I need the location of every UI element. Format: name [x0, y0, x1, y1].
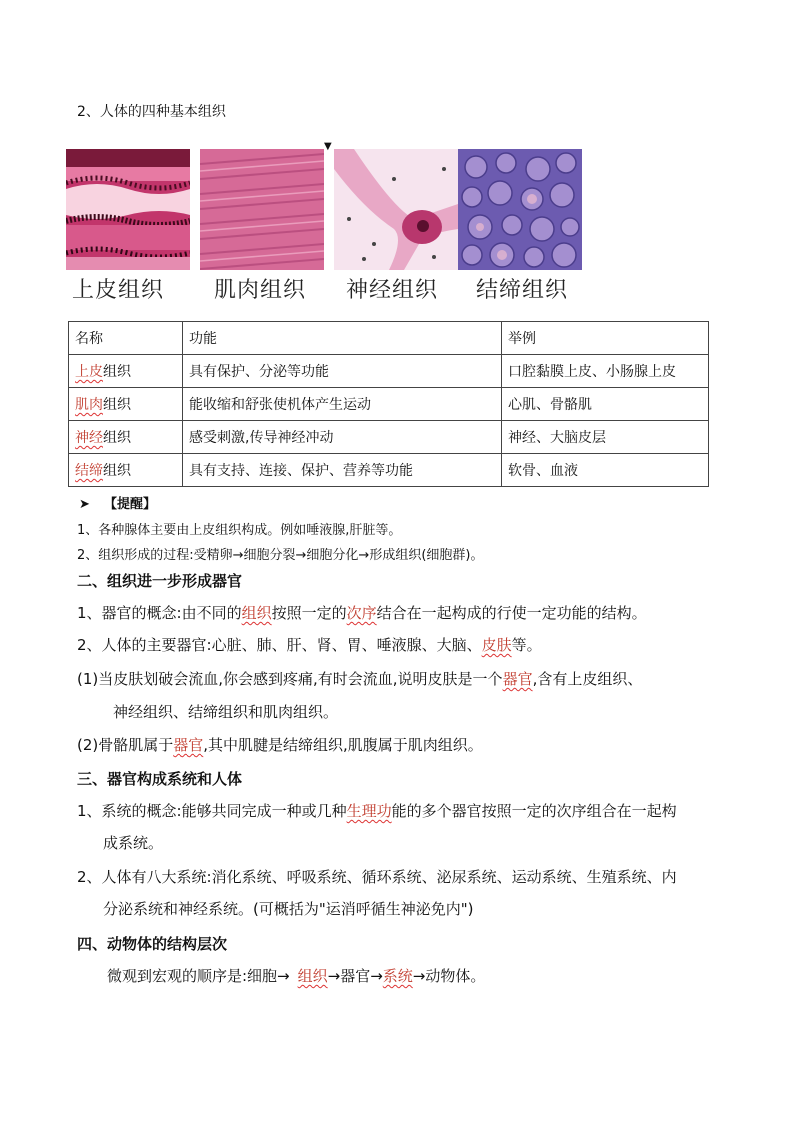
nerve-tissue-image — [334, 149, 458, 270]
muscle-label: 肌肉组织 — [214, 278, 307, 303]
name-cell — [69, 388, 183, 421]
function-cell: 具有保护、分泌等功能 — [183, 355, 502, 388]
section-2-title: 二、组织进一步形成器官 — [77, 572, 243, 590]
name-highlight: 肌肉 — [75, 397, 103, 413]
muscle-tissue-image — [200, 149, 324, 270]
header-cell: 举例 — [502, 322, 709, 355]
name-suffix: 组织 — [103, 463, 131, 479]
connective-tissue-image — [458, 149, 582, 270]
table-header-row — [69, 322, 709, 355]
tip-title: 【提醒】 — [104, 497, 157, 512]
triangle-marker-icon: ▼ — [324, 141, 332, 152]
text-run: (1)当皮肤划破会流血,你会感到疼痛,有时会流血,说明皮肤是一个 — [77, 670, 503, 688]
table-row — [69, 355, 709, 388]
example-cell: 神经、大脑皮层 — [502, 421, 709, 454]
name-cell — [69, 355, 183, 388]
table-row — [69, 421, 709, 454]
name-suffix: 组织 — [103, 364, 131, 380]
name-suffix: 组织 — [103, 430, 131, 446]
function-cell: 感受刺激,传导神经冲动 — [183, 421, 502, 454]
keyword: 器官 — [173, 736, 204, 754]
sec4-paragraph — [107, 967, 485, 987]
sec3-paragraph-2: 2、人体有八大系统:消化系统、呼吸系统、循环系统、泌尿系统、运动系统、生殖系统、内 — [77, 868, 677, 886]
sec3-paragraph-1-cont: 成系统。 — [103, 834, 164, 852]
nerve-label: 神经组织 — [346, 278, 439, 303]
sec3-paragraph-2-cont: 分泌系统和神经系统。(可概括为"运消呼循生神泌免内") — [103, 900, 474, 918]
keyword: 皮肤 — [481, 636, 512, 654]
keyword: 组织 — [241, 604, 272, 622]
section-3-title: 三、器官构成系统和人体 — [77, 770, 243, 788]
text-run: 等。 — [511, 636, 542, 654]
table-row — [69, 388, 709, 421]
sec2-paragraph-1 — [77, 604, 647, 624]
text-run: 按照一定的 — [271, 604, 347, 622]
keyword: 次序 — [346, 604, 377, 622]
sec2-paragraph-2 — [77, 636, 542, 656]
name-suffix: 组织 — [103, 397, 131, 413]
connective-label: 结缔组织 — [476, 278, 569, 303]
sec3-paragraph-1 — [77, 802, 727, 822]
name-cell — [69, 454, 183, 487]
example-cell: 软骨、血液 — [502, 454, 709, 487]
name-cell — [69, 421, 183, 454]
text-run: 1、系统的概念:能够共同完成一种或几种 — [77, 802, 347, 820]
text-run: →器官→ — [327, 967, 383, 985]
example-cell: 口腔黏膜上皮、小肠腺上皮 — [502, 355, 709, 388]
sec2-paragraph-3-cont: 神经组织、结缔组织和肌肉组织。 — [113, 703, 339, 721]
arrow-bullet-icon: ➤ — [79, 497, 90, 512]
keyword: 组织 — [297, 967, 328, 985]
tissue-photo-strip — [66, 141, 582, 307]
sec2-paragraph-3 — [77, 670, 727, 690]
keyword: 系统 — [382, 967, 413, 985]
sec2-paragraph-4 — [77, 736, 483, 756]
text-run: 结合在一起构成的行使一定功能的结构。 — [376, 604, 647, 622]
text-run: ,其中肌腱是结缔组织,肌腹属于肌肉组织。 — [203, 736, 483, 754]
function-cell: 具有支持、连接、保护、营养等功能 — [183, 454, 502, 487]
keyword: 生理功 — [346, 802, 392, 820]
example-cell: 心肌、骨骼肌 — [502, 388, 709, 421]
name-highlight: 结缔 — [75, 463, 103, 479]
table-row — [69, 454, 709, 487]
epithelial-label: 上皮组织 — [72, 278, 165, 303]
text-run: (2)骨骼肌属于 — [77, 736, 174, 754]
text-run: 1、器官的概念:由不同的 — [77, 604, 242, 622]
section-heading: 2、人体的四种基本组织 — [77, 104, 226, 120]
keyword: 器官 — [502, 670, 533, 688]
tip-title-line — [79, 493, 156, 512]
text-run: 微观到宏观的顺序是:细胞→ — [107, 967, 290, 985]
text-run: ,含有上皮组织、 — [532, 670, 643, 688]
name-highlight: 神经 — [75, 430, 103, 446]
header-cell: 名称 — [69, 322, 183, 355]
tissue-table — [68, 321, 709, 487]
header-cell: 功能 — [183, 322, 502, 355]
tip-line-1: 1、各种腺体主要由上皮组织构成。例如唾液腺,肝脏等。 — [77, 523, 402, 538]
function-cell: 能收缩和舒张使机体产生运动 — [183, 388, 502, 421]
section-4-title: 四、动物体的结构层次 — [77, 935, 228, 953]
text-run: →动物体。 — [412, 967, 486, 985]
tip-line-2: 2、组织形成的过程:受精卵→细胞分裂→细胞分化→形成组织(细胞群)。 — [77, 548, 484, 563]
text-run: 2、人体的主要器官:心脏、肺、肝、肾、胃、唾液腺、大脑、 — [77, 636, 482, 654]
name-highlight: 上皮 — [75, 364, 103, 380]
epithelial-tissue-image — [66, 149, 190, 270]
text-run: 能的多个器官按照一定的次序组合在一起构 — [391, 802, 677, 820]
